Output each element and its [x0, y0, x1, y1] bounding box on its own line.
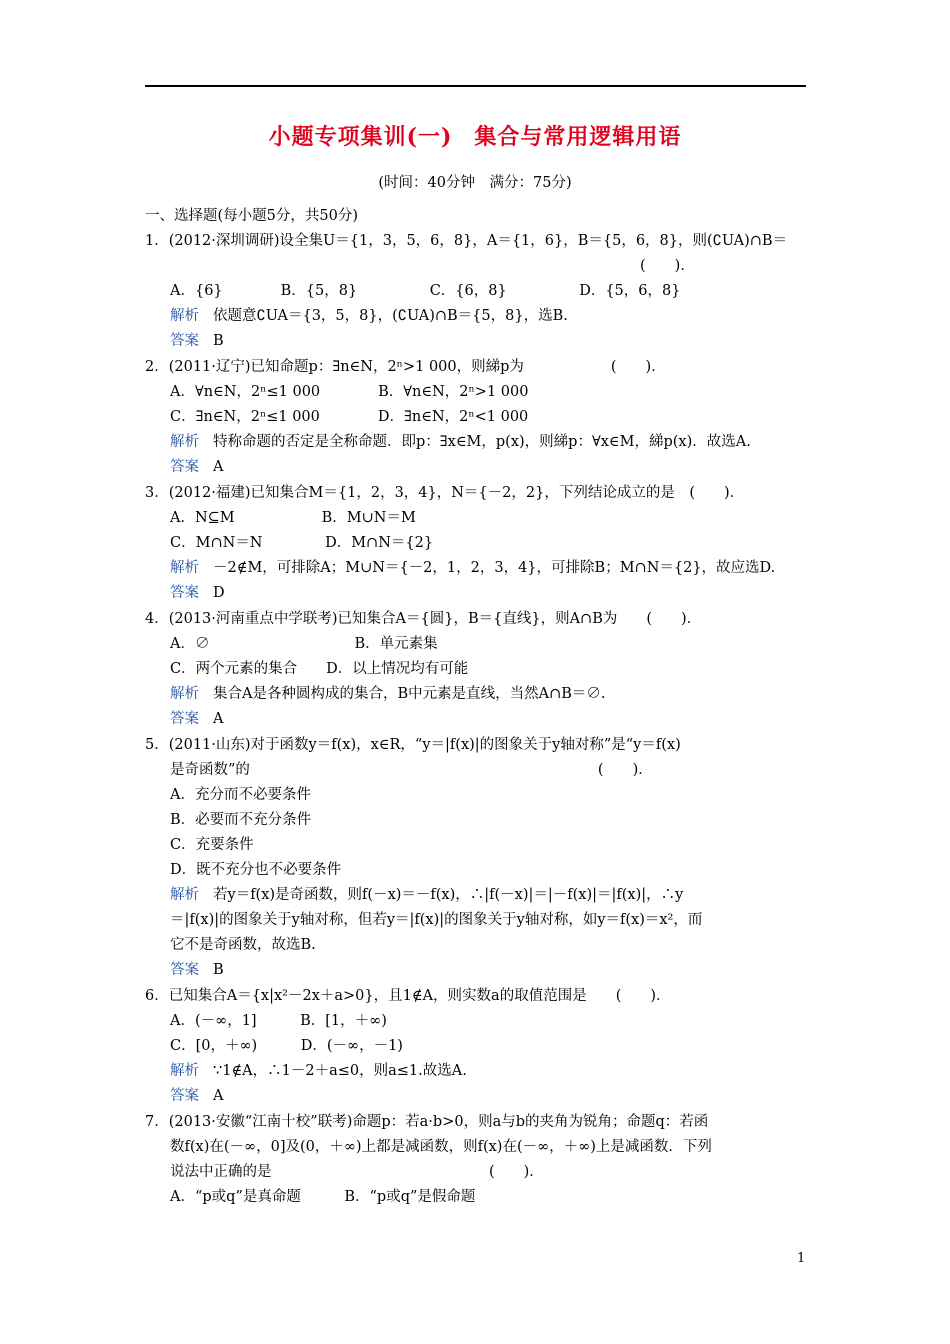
question-4-options-ab: A．∅ B．单元素集 [170, 636, 438, 652]
question-4-options-cd: C．两个元素的集合 D．以上情况均有可能 [170, 661, 469, 677]
header-rule [145, 85, 806, 87]
answer-label: 答案 [170, 962, 199, 978]
time-score-note: (时间：40分钟 满分：75分) [378, 175, 572, 191]
question-1: 1．(2012·深圳调研)设全集U＝{1，3，5，6，8}，A＝{1，6}，B＝{5，6，8}，则(∁UA)∩B＝ [145, 233, 788, 249]
question-2-options-ab: A．∀n∈N，2ⁿ≤1 000 B．∀n∈N，2ⁿ>1 000 [170, 384, 529, 400]
title-part-1: 小题专项集训(一) [268, 124, 453, 150]
question-4-answer: 答案 A [170, 711, 224, 727]
question-2-analysis: 解析 特称命题的否定是全称命题．即p：∃x∈M，p(x)，则綈p：∀x∈M，綈p(x)．故选A. [170, 434, 751, 450]
analysis-label: 解析 [170, 887, 199, 903]
question-6-answer: 答案 A [170, 1088, 224, 1104]
analysis-label: 解析 [170, 1063, 199, 1079]
question-5-line-2: 是奇函数”的 ( )． [170, 762, 653, 778]
question-6-analysis: 解析 ∵1∉A，∴1－2＋a≤0，则a≤1.故选A. [170, 1063, 467, 1079]
question-5-analysis-line-2: ＝|f(x)|的图象关于y轴对称，但若y＝|f(x)|的图象关于y轴对称，如y＝f(x)＝x²，而 [170, 912, 703, 928]
question-4-analysis: 解析 集合A是各种圆构成的集合，B中元素是直线，当然A∩B＝∅. [170, 686, 606, 702]
question-5-option-c: C．充要条件 [170, 837, 254, 853]
analysis-label: 解析 [170, 308, 199, 324]
question-1-answer: 答案 B [170, 333, 224, 349]
answer-label: 答案 [170, 585, 199, 601]
question-4: 4．(2013·河南重点中学联考)已知集合A＝{圆}，B＝{直线}，则A∩B为 ( )． [145, 611, 702, 627]
page-number: 1 [797, 1251, 806, 1266]
question-3: 3．(2012·福建)已知集合M＝{1，2，3，4}，N＝{－2，2}，下列结论成立的是 ( )． [145, 485, 745, 501]
answer-label: 答案 [170, 711, 199, 727]
question-2: 2．(2011·辽宁)已知命题p：∃n∈N，2ⁿ>1 000，则綈p为 ( )． [145, 359, 666, 375]
page-title [0, 120, 950, 151]
question-6-options-cd: C．[0，＋∞) D．(－∞，－1) [170, 1038, 403, 1054]
question-6-options-ab: A．(－∞，1] B．[1，＋∞) [170, 1013, 387, 1029]
question-3-options-cd: C．M∩N＝N D．M∩N＝{2} [170, 535, 434, 551]
question-5-option-d: D．既不充分也不必要条件 [170, 862, 342, 878]
question-7-line-3: 说法中正确的是 ( )． [170, 1164, 544, 1180]
section-heading: 一、选择题(每小题5分，共50分) [145, 208, 358, 224]
question-5-analysis-line-3: 它不是奇函数，故选B. [170, 937, 316, 953]
question-1-blank: ( )． [640, 258, 695, 274]
title-part-2: 集合与常用逻辑用语 [474, 124, 682, 150]
analysis-label: 解析 [170, 686, 199, 702]
answer-label: 答案 [170, 333, 199, 349]
analysis-label: 解析 [170, 434, 199, 450]
question-1-analysis: 解析 依题意∁UA＝{3，5，8}，(∁UA)∩B＝{5，8}，选B. [170, 308, 568, 324]
question-7: 7．(2013·安徽“江南十校”联考)命题p：若a·b>0，则a与b的夹角为锐角；命题q：若函 [145, 1114, 709, 1130]
question-1-options: A．{6} B．{5，8} C．{6，8} D．{5，6，8} [170, 283, 681, 299]
question-7-options-ab: A．“p或q”是真命题 B．“p或q”是假命题 [170, 1189, 476, 1205]
question-5-option-b: B．必要而不充分条件 [170, 812, 312, 828]
question-3-analysis: 解析 －2∉M，可排除A；M∪N＝{－2，1，2，3，4}，可排除B；M∩N＝{2}，故应选D. [170, 560, 776, 576]
question-2-options-cd: C．∃n∈N，2ⁿ≤1 000 D．∃n∈N，2ⁿ<1 000 [170, 409, 529, 425]
question-5-answer: 答案 B [170, 962, 224, 978]
question-3-options-ab: A．N⊆M B．M∪N＝M [170, 510, 416, 526]
question-7-line-2: 数f(x)在(－∞，0]及(0，＋∞)上都是减函数，则f(x)在(－∞，＋∞)上是减函数．下列 [170, 1139, 712, 1155]
question-5-option-a: A．充分而不必要条件 [170, 787, 311, 803]
question-2-answer: 答案 A [170, 459, 224, 475]
answer-label: 答案 [170, 1088, 199, 1104]
question-5: 5．(2011·山东)对于函数y＝f(x)，x∈R，“y＝|f(x)|的图象关于y轴对称”是“y＝f(x) [145, 737, 681, 753]
answer-label: 答案 [170, 459, 199, 475]
question-3-answer: 答案 D [170, 585, 225, 601]
analysis-label: 解析 [170, 560, 199, 576]
question-6: 6．已知集合A＝{x|x²－2x＋a>0}，且1∉A，则实数a的取值范围是 ( )． [145, 988, 671, 1004]
question-5-analysis: 解析 若y＝f(x)是奇函数，则f(－x)＝－f(x)，∴|f(－x)|＝|－f(x)|＝|f(x)|，∴y [170, 887, 684, 903]
